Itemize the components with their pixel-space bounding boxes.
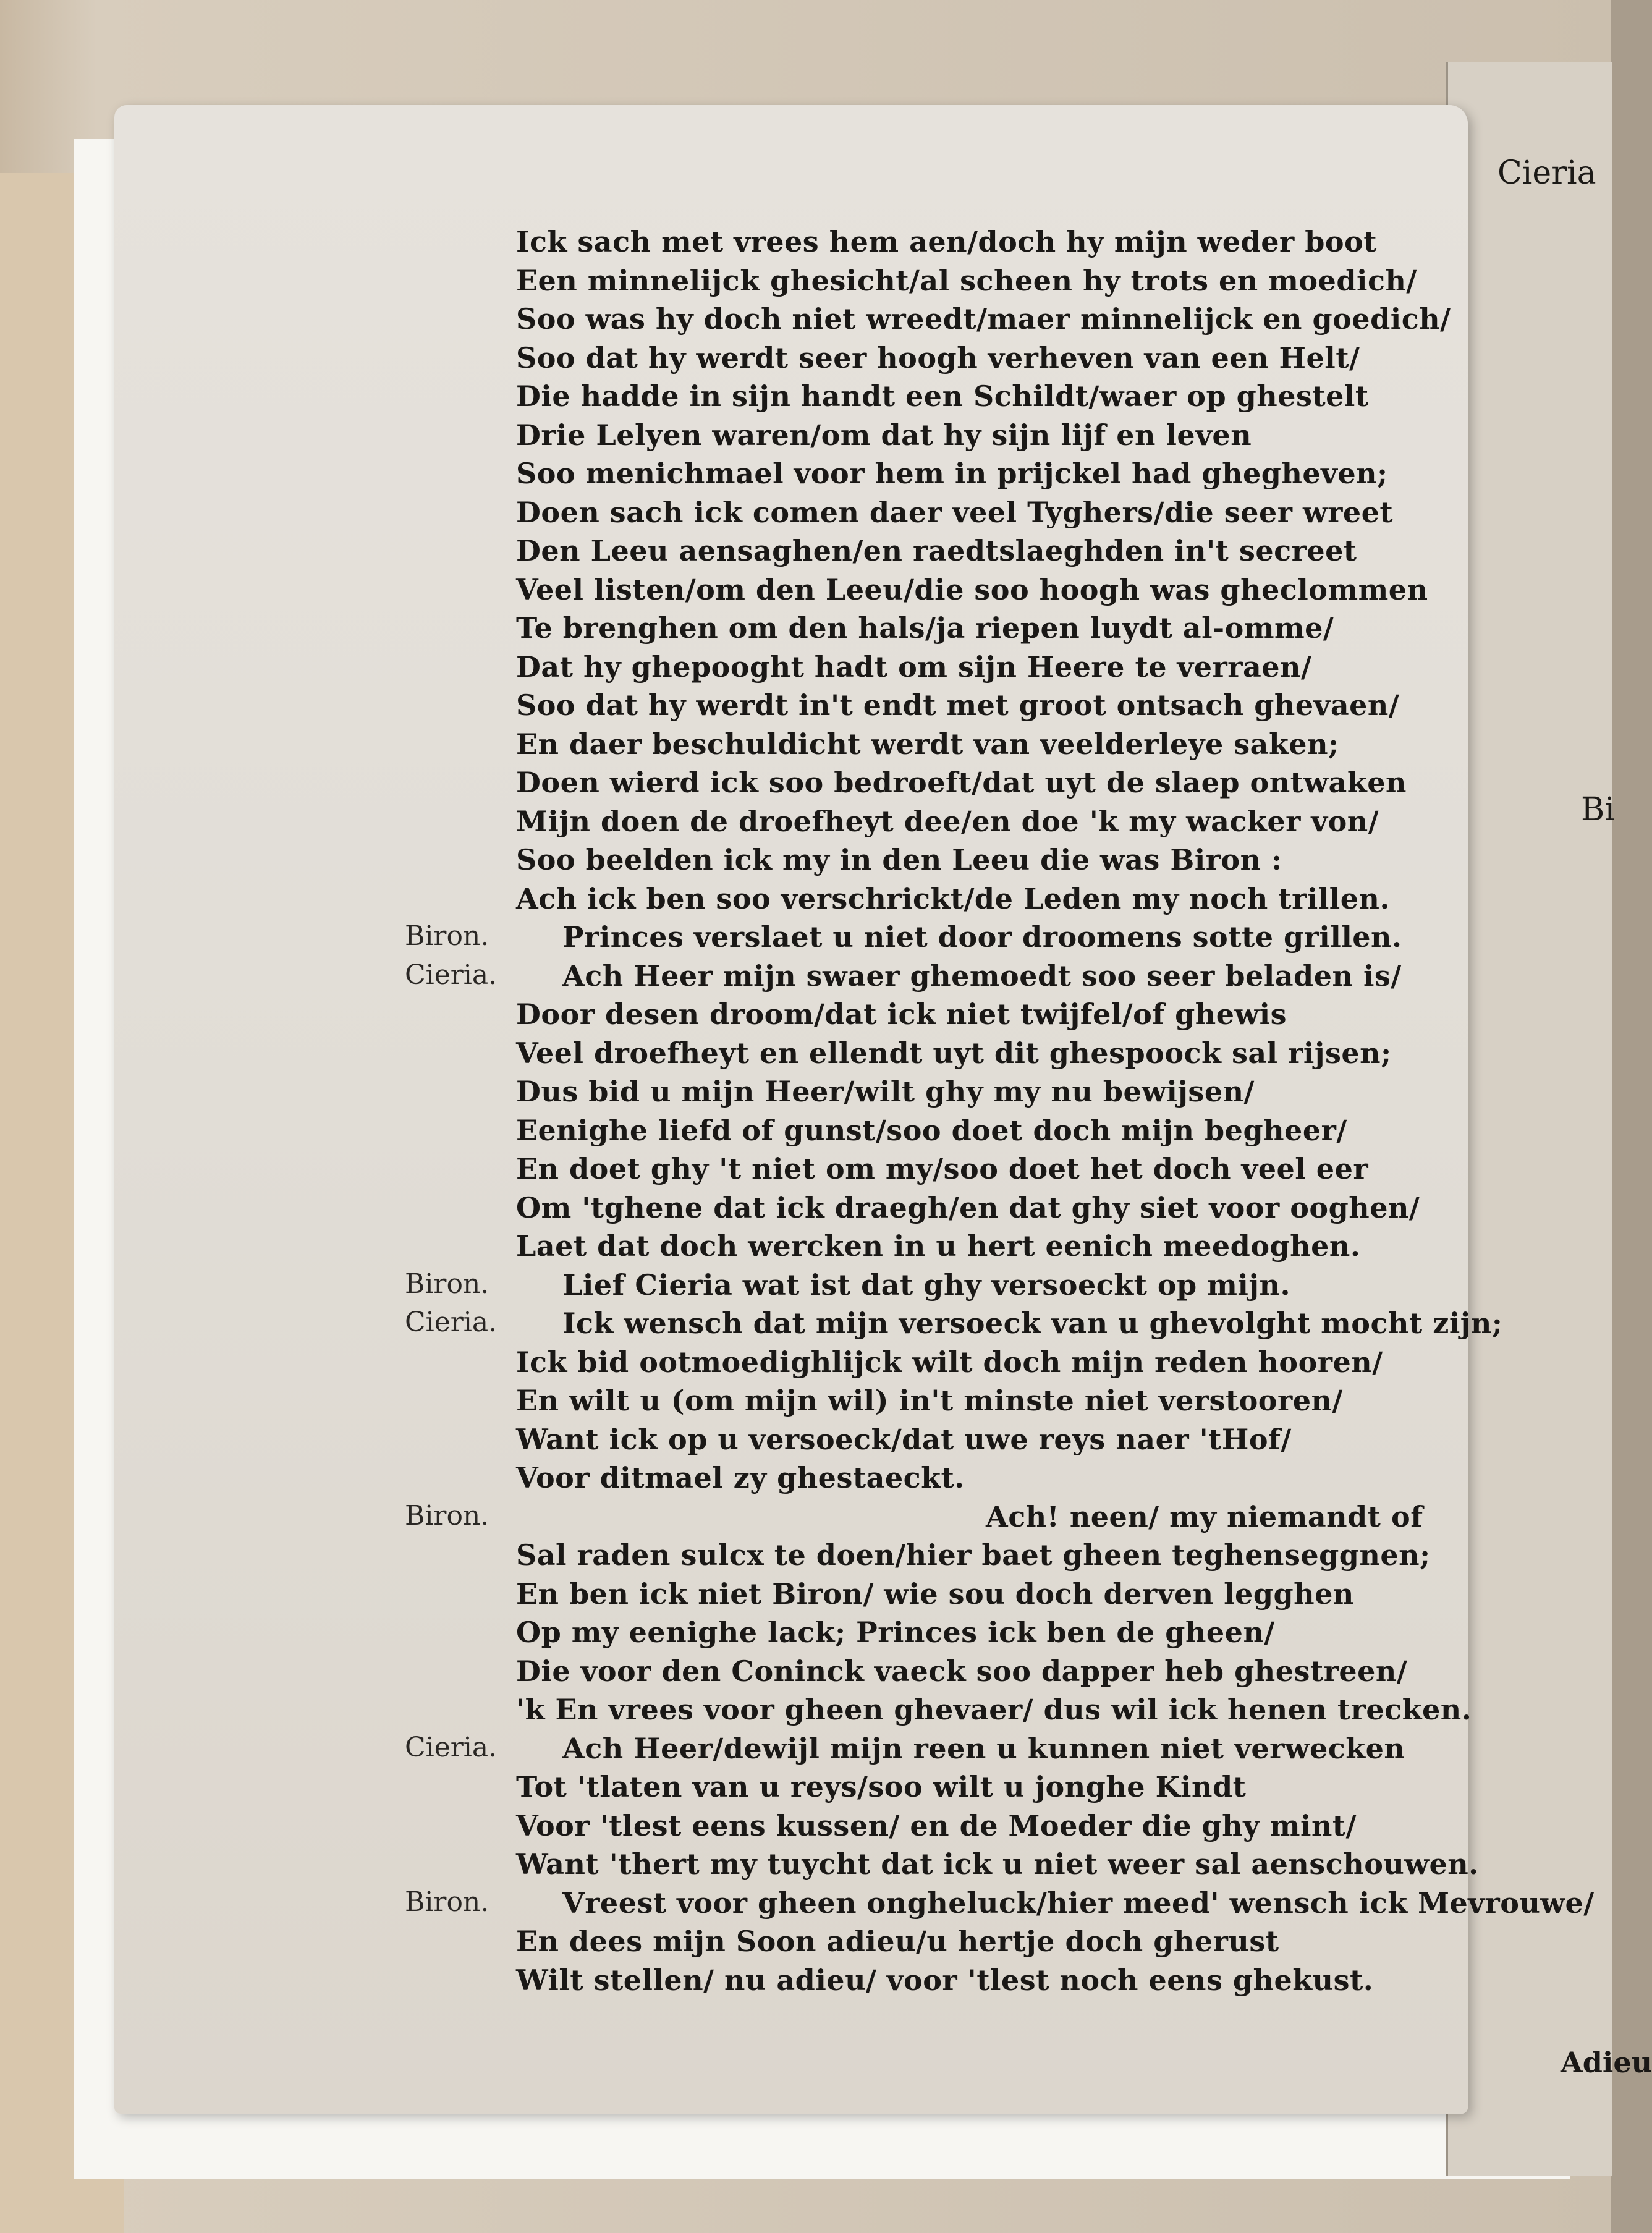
verse-line: Op my eenighe lack; Princes ick ben de gheen/ — [516, 1616, 1275, 1649]
verse-line: Want 'thert my tuycht dat ick u niet weer sal aenschouwen. — [516, 1847, 1479, 1881]
verse-line: Drie Lelyen waren/om dat hy sijn lijf en leven — [516, 418, 1252, 452]
speaker-label: Biron. — [405, 1886, 489, 1918]
verse-line: Ach ick ben soo verschrickt/de Leden my noch trillen. — [516, 881, 1391, 915]
verse-line: Soo menichmael voor hem in prijckel had ghegheven; — [516, 457, 1388, 490]
verse-line: Lief Cieria wat ist dat ghy versoeckt op mijn. — [562, 1268, 1290, 1302]
verse-line: Vreest voor gheen ongheluck/hier meed' wensch ick Mevrouwe/ — [562, 1886, 1595, 1920]
verse-line: Te brenghen om den hals/ja riepen luydt al-omme/ — [516, 611, 1334, 645]
verse-line: Dat hy ghepooght hadt om sijn Heere te verraen/ — [516, 650, 1312, 684]
verse-line: En wilt u (om mijn wil) in't minste niet verstooren/ — [516, 1384, 1343, 1417]
verse-line: Dus bid u mijn Heer/wilt ghy my nu bewijsen/ — [516, 1075, 1255, 1108]
verse-line: En daer beschuldicht werdt van veelderleye saken; — [516, 727, 1339, 761]
verse-line: Ick bid ootmoedighlijck wilt doch mijn reden hooren/ — [516, 1345, 1383, 1379]
speaker-label: Biron. — [405, 920, 489, 952]
verse-line: Doen sach ick comen daer veel Tyghers/die seer wreet — [516, 495, 1394, 529]
verse-line: Een minnelijck ghesicht/al scheen hy trots en moedich/ — [516, 263, 1417, 297]
facing-page-header: Cieria — [1497, 155, 1596, 192]
verse-line: Eenighe liefd of gunst/soo doet doch mijn begheer/ — [516, 1113, 1347, 1147]
verse-line: Laet dat doch wercken in u hert eenich meedoghen. — [516, 1229, 1361, 1263]
verse-line: Door desen droom/dat ick niet twijfel/of ghewis — [516, 998, 1287, 1031]
facing-page-fragment: Bi — [1581, 791, 1615, 828]
speaker-label: Cieria. — [405, 959, 498, 991]
verse-line: Ach Heer/dewijl mijn reen u kunnen niet verwecken — [562, 1731, 1405, 1765]
verse-line: Soo dat hy werdt in't endt met groot ontsach ghevaen/ — [516, 689, 1400, 722]
verse-line: En dees mijn Soon adieu/u hertje doch gherust — [516, 1925, 1279, 1958]
verse-line: Die hadde in sijn handt een Schildt/waer op ghestelt — [516, 379, 1369, 413]
verse-line: Soo beelden ick my in den Leeu die was Biron : — [516, 843, 1282, 876]
verse-line: Ach! neen/ my niemandt of — [986, 1499, 1423, 1533]
verse-line: Want ick op u versoeck/dat uwe reys naer 'tHof/ — [516, 1422, 1292, 1456]
catchword: Adieu — [1561, 2046, 1652, 2079]
verse-line: Mijn doen de droefheyt dee/en doe 'k my wacker von/ — [516, 804, 1379, 838]
verse-line: Soo dat hy werdt seer hoogh verheven van een Helt/ — [516, 341, 1360, 375]
verse-line: En doet ghy 't niet om my/soo doet het doch veel eer — [516, 1152, 1369, 1185]
verse-line: Tot 'tlaten van u reys/soo wilt u jonghe Kindt — [516, 1770, 1247, 1803]
verse-line: Voor ditmael zy ghestaeckt. — [516, 1461, 965, 1494]
verse-line: Die voor den Coninck vaeck soo dapper heb ghestreen/ — [516, 1654, 1408, 1688]
speaker-label: Biron. — [405, 1499, 489, 1532]
verse-line: Wilt stellen/ nu adieu/ voor 'tlest noch eens ghekust. — [516, 1963, 1374, 1997]
verse-line: Den Leeu aensaghen/en raedtslaeghden in't secreet — [516, 534, 1357, 567]
speaker-label: Cieria. — [405, 1731, 498, 1763]
verse-line: Veel droefheyt en ellendt uyt dit ghespoock sal rijsen; — [516, 1036, 1392, 1070]
speaker-label: Biron. — [405, 1268, 489, 1300]
verse-line: Ach Heer mijn swaer ghemoedt soo seer beladen is/ — [562, 959, 1402, 993]
book-page — [114, 105, 1652, 2114]
verse-line: 'k En vrees voor gheen ghevaer/ dus wil ick henen trecken. — [516, 1693, 1472, 1726]
verse-line: Princes verslaet u niet door droomens sotte grillen. — [562, 920, 1402, 954]
verse-text — [516, 222, 1598, 1999]
speaker-label: Cieria. — [405, 1307, 498, 1338]
verse-line: Sal raden sulcx te doen/hier baet gheen teghenseggnen; — [516, 1538, 1431, 1572]
verse-line: En ben ick niet Biron/ wie sou doch derven legghen — [516, 1577, 1354, 1611]
verse-line: Ick sach met vrees hem aen/doch hy mijn weder boot — [516, 225, 1377, 258]
verse-line: Voor 'tlest eens kussen/ en de Moeder die ghy mint/ — [516, 1808, 1357, 1842]
verse-line: Soo was hy doch niet wreedt/maer minnelijck en goedich/ — [516, 302, 1451, 336]
verse-line: Om 'tghene dat ick draegh/en dat ghy siet voor ooghen/ — [516, 1190, 1420, 1224]
verse-line: Veel listen/om den Leeu/die soo hoogh was gheclommen — [516, 572, 1428, 606]
verse-line: Doen wierd ick soo bedroeft/dat uyt de slaep ontwaken — [516, 766, 1407, 799]
verse-line: Ick wensch dat mijn versoeck van u ghevolght mocht zijn; — [562, 1307, 1503, 1340]
